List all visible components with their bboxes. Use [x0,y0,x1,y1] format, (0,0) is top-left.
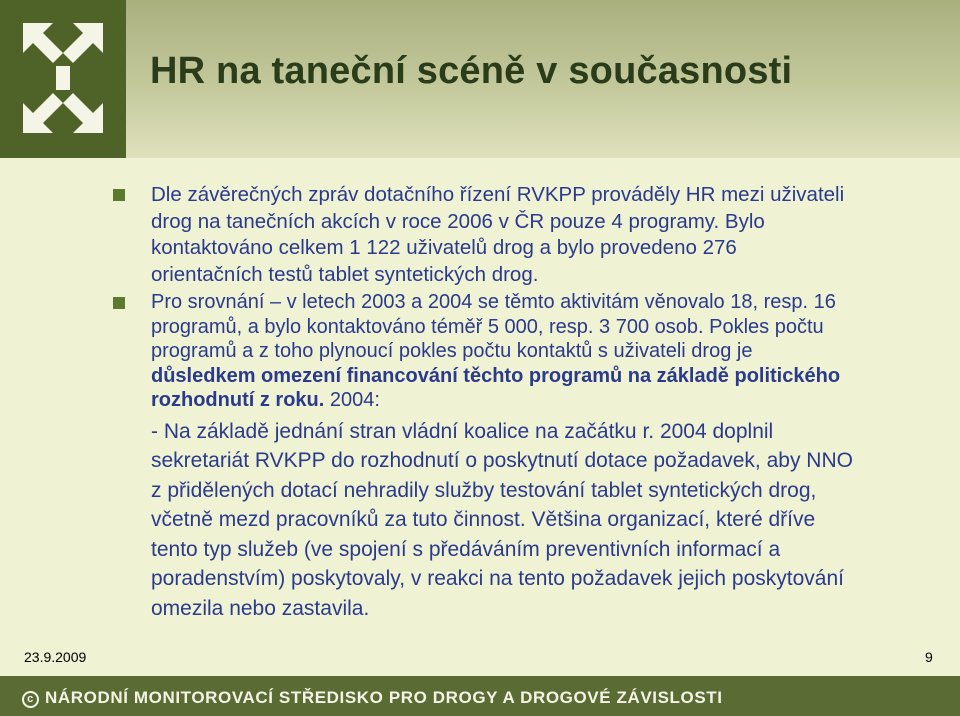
paragraph: - Na základě jednání stran vládní koalice na začátku r. 2004 doplnil sekretariát RVKPP do rozhodnutí o poskytnutí dotace požadavek, aby NNO z přidělených dotací nehradily služby testování tablet syntetických drog, včetně mezd pracovníků za tuto činnost. Většina organizací, které dříve tento typ služeb (ve spojení s předáváním preventivních informací a poradenstvím) poskytovaly, v reakci na tento požadavek jejich poskytování omezila nebo zastavila. [151,419,853,620]
footer-date: 23.9.2009 [24,649,87,665]
bullet-item [113,182,853,288]
arrows-logo-icon [18,18,108,138]
square-bullet-icon [113,189,125,201]
bullet-text: Dle závěrečných zpráv dotačního řízení RVKPP prováděly HR mezi uživateli drog na tanečních akcích v roce 2006 v ČR pouze 4 programy. Bylo kontaktováno celkem 1 122 uživatelů drog a bylo provedeno 276 orientačních testů tablet syntetických drog. [151,183,845,286]
logo [0,0,126,158]
page-number: 9 [925,649,933,665]
copyright-icon: c [22,691,39,708]
footer-org [22,688,723,708]
bullet-text-bold: důsledkem omezení financování těchto programů na základě politického rozhodnutí z roku. [151,364,841,411]
slide-header [0,0,960,158]
square-bullet-icon [113,297,125,309]
footer-org-name: NÁRODNÍ MONITOROVACÍ STŘEDISKO PRO DROGY A DROGOVÉ ZÁVISLOSTI [45,688,723,707]
bullet-text-tail: 2004: [324,389,380,411]
bullet-item [113,290,853,413]
bullet-text: Pro srovnání – v letech 2003 a 2004 se těmto aktivitám věnovalo 18, resp. 16 programů, a bylo kontaktováno téměř 5 000, resp. 3 700 osob. Pokles počtu programů a z toho plynoucí pokles počtu kontaktů s uživateli drog je [151,291,836,362]
slide-content [113,182,853,623]
slide-title: HR na taneční scéně v současnosti [150,50,793,92]
